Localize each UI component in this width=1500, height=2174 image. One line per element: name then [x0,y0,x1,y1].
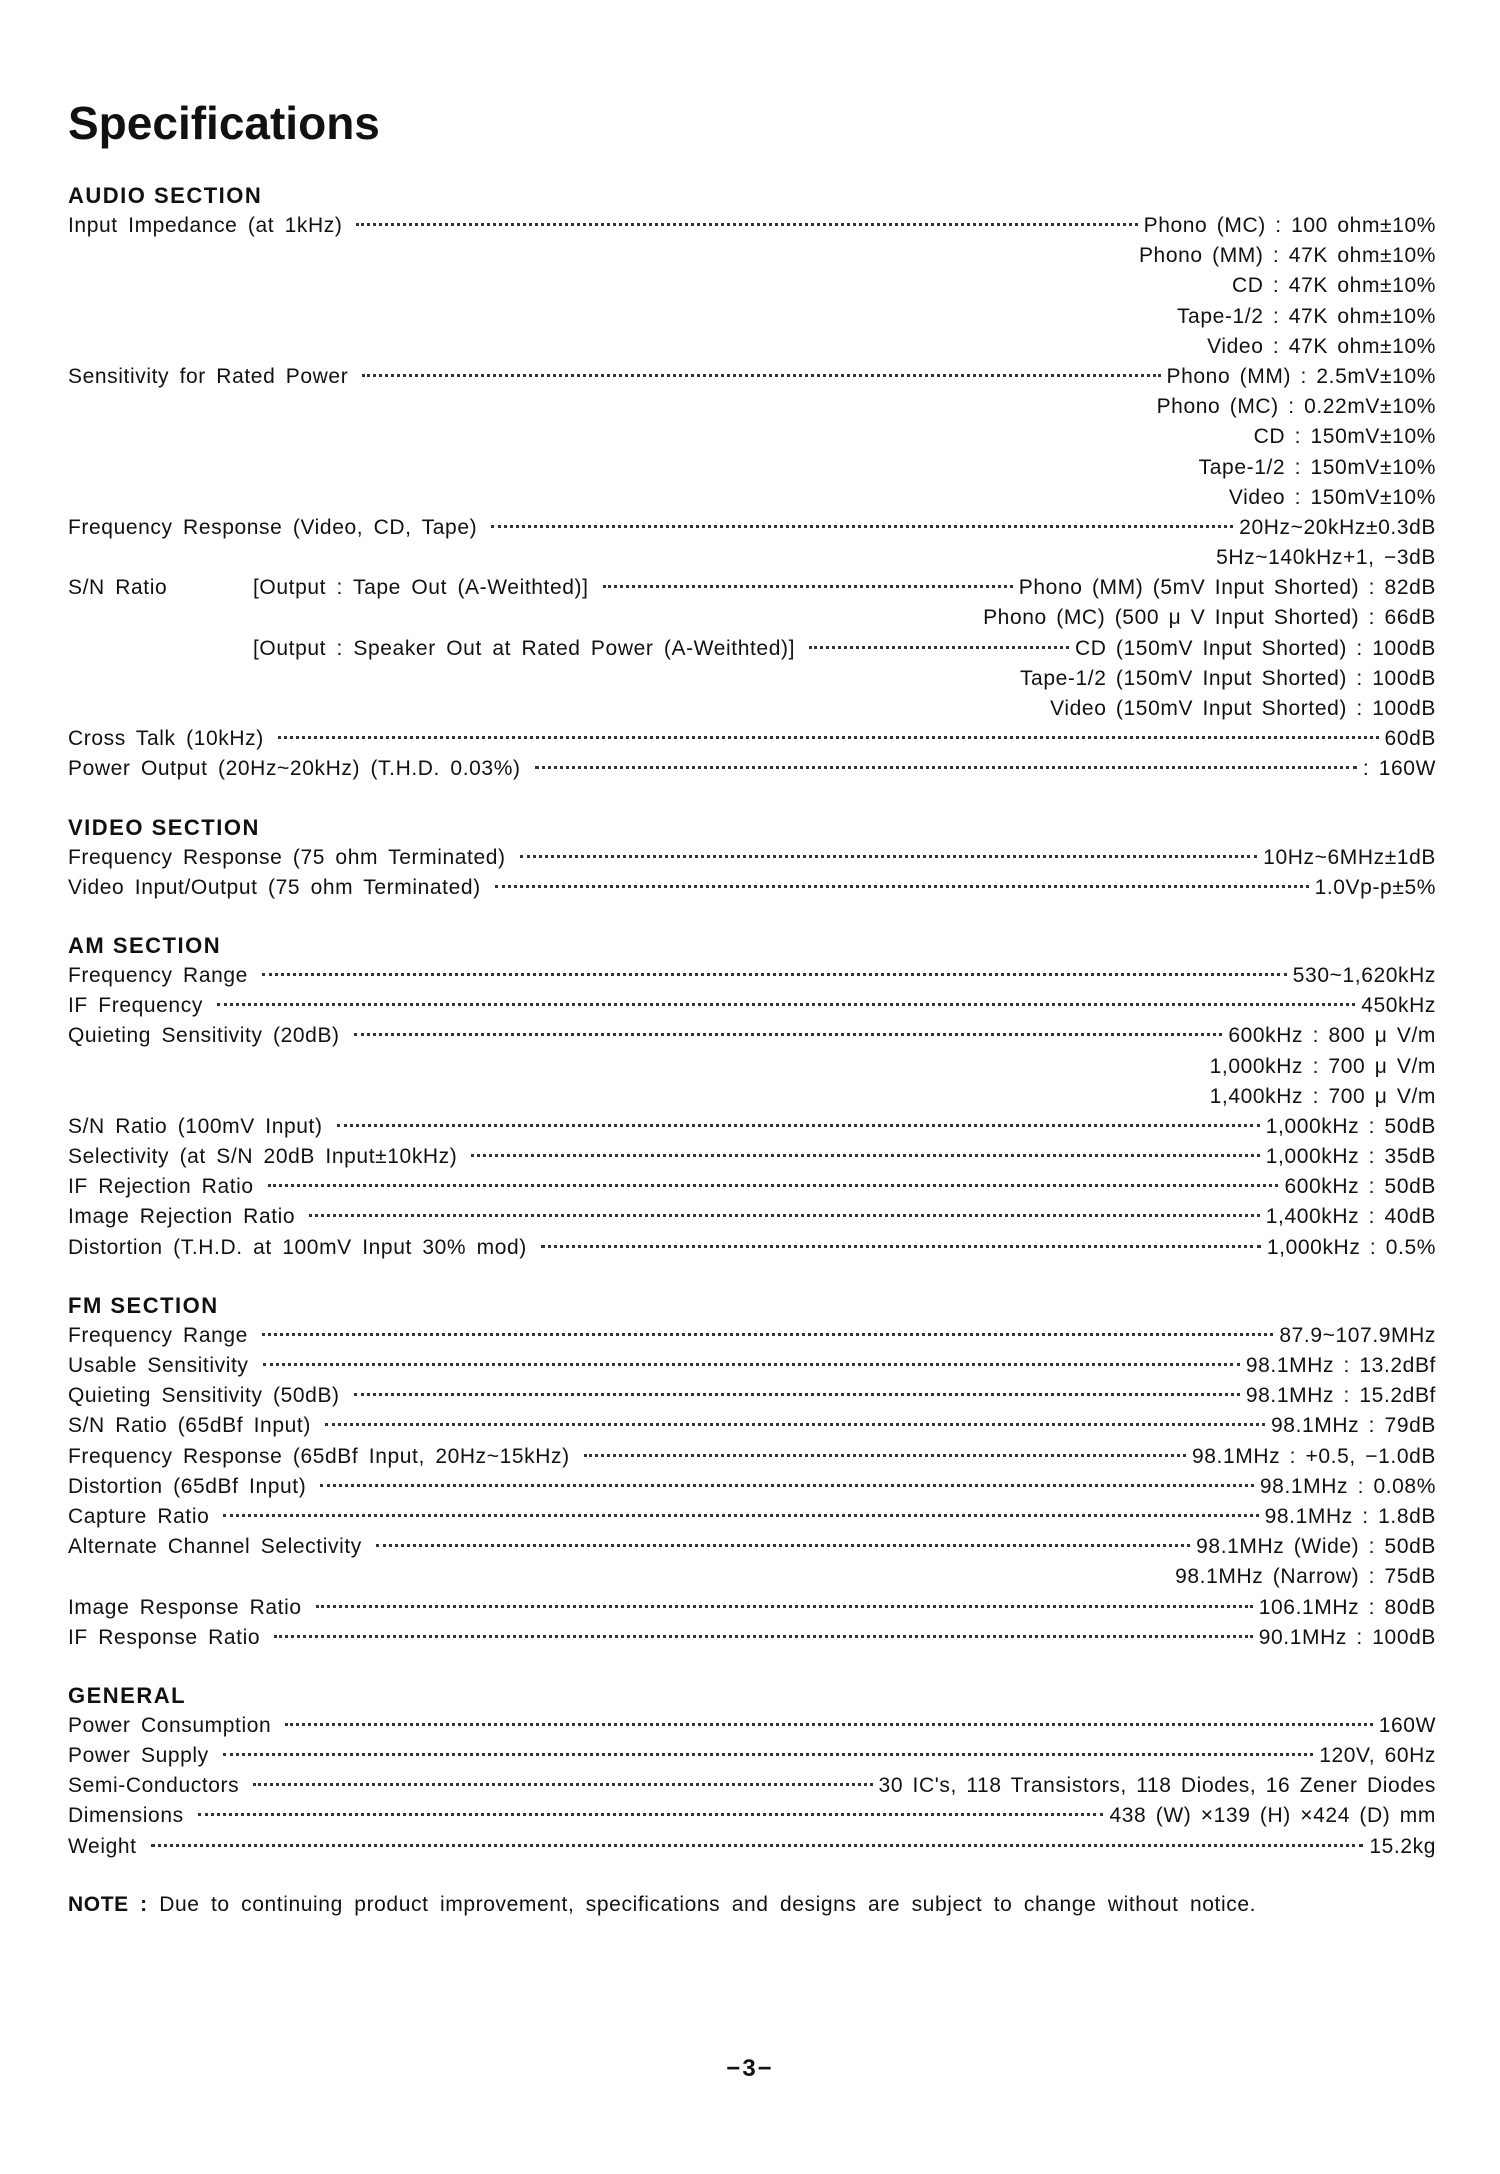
spec-row [68,873,1436,903]
spec-row [68,1021,1436,1051]
spec-value: 160W [1378,1713,1436,1737]
spec-row [68,1832,1436,1862]
spec-row [68,1321,1436,1351]
spec-label: Quieting Sensitivity (20dB) [68,1024,340,1048]
dot-leader [316,1605,1253,1608]
dot-leader [809,646,1069,649]
fm-section [68,1291,1436,1653]
page-number: −3− [726,2055,774,2082]
note-text: Due to continuing product improvement, specifications and designs are subject to change without notice. [159,1892,1257,1916]
dot-leader [263,1363,1240,1366]
dot-leader [356,223,1137,226]
spec-value-continued: 98.1MHz (Narrow) : 75dB [1175,1565,1436,1589]
spec-row [68,961,1436,991]
spec-value-continued: Video : 150mV±10% [1228,485,1436,509]
spec-label: Sensitivity for Rated Power [68,364,349,388]
spec-row [68,1532,1436,1562]
dot-leader [325,1423,1265,1426]
audio-section [68,181,1436,785]
spec-value-continued: Phono (MC) : 0.22mV±10% [1156,395,1436,419]
section-heading-am: AM SECTION [68,932,222,958]
spec-value-continued: CD : 150mV±10% [1253,425,1436,449]
spec-row-input-impedance [68,211,1436,241]
note-label: NOTE : [68,1892,148,1916]
spec-value: 1,400kHz : 40dB [1265,1205,1436,1229]
spec-label: Power Output (20Hz~20kHz) (T.H.D. 0.03%) [68,757,521,781]
spec-value: 600kHz : 800 μ V/m [1228,1024,1436,1048]
spec-value: 98.1MHz (Wide) : 50dB [1196,1535,1436,1559]
spec-label: Distortion (T.H.D. at 100mV Input 30% mod) [68,1235,527,1259]
spec-value: 106.1MHz : 80dB [1258,1595,1436,1619]
spec-label: Frequency Response (75 ohm Terminated) [68,845,506,869]
dot-leader [262,1333,1273,1336]
spec-label: Cross Talk (10kHz) [68,727,264,751]
spec-sublabel: [Output : Speaker Out at Rated Power (A-Weithted)] [253,636,796,660]
spec-value: 98.1MHz : +0.5, −1.0dB [1191,1444,1436,1468]
spec-label: Distortion (65dBf Input) [68,1474,307,1498]
spec-label: Image Response Ratio [68,1595,302,1619]
spec-value: 60dB [1384,727,1436,751]
spec-row-sn-ratio-speaker [68,634,1436,664]
spec-row [68,1771,1436,1801]
spec-row [68,1801,1436,1831]
dot-leader [362,374,1160,377]
spec-row [68,1112,1436,1142]
spec-label: Power Consumption [68,1713,272,1737]
dot-leader [376,1544,1190,1547]
section-heading-general: GENERAL [68,1682,187,1708]
dot-leader [520,855,1258,858]
spec-value-continued: 5Hz~140kHz+1, −3dB [1216,546,1436,570]
spec-value: 98.1MHz : 15.2dBf [1245,1384,1436,1408]
spec-value-continued: 1,000kHz : 700 μ V/m [1209,1054,1436,1078]
spec-row [68,1351,1436,1381]
spec-value: 600kHz : 50dB [1284,1175,1436,1199]
spec-row [68,1202,1436,1232]
spec-value: 98.1MHz : 79dB [1271,1414,1436,1438]
spec-value: 98.1MHz : 1.8dB [1264,1504,1436,1528]
general-section [68,1681,1436,1862]
spec-label: Frequency Response (65dBf Input, 20Hz~15kHz) [68,1444,570,1468]
spec-value-continued: 1,400kHz : 700 μ V/m [1209,1084,1436,1108]
section-heading-fm: FM SECTION [68,1292,219,1318]
spec-value: 1,000kHz : 50dB [1265,1114,1436,1138]
spec-value: Phono (MC) : 100 ohm±10% [1143,214,1436,237]
spec-value: 15.2kg [1369,1834,1436,1858]
spec-label: IF Rejection Ratio [68,1175,254,1199]
spec-value: 98.1MHz : 13.2dBf [1245,1354,1436,1377]
spec-row [68,1411,1436,1441]
spec-row [68,1711,1436,1741]
spec-value: Phono (MM) : 2.5mV±10% [1166,364,1436,388]
spec-label: Capture Ratio [68,1504,210,1528]
am-section [68,931,1436,1263]
spec-label: Usable Sensitivity [68,1354,249,1377]
spec-label: Weight [68,1834,137,1858]
dot-leader [584,1454,1186,1457]
spec-value-continued: Tape-1/2 (150mV Input Shorted) : 100dB [1019,666,1436,690]
spec-value: Phono (MM) (5mV Input Shorted) : 82dB [1018,576,1436,600]
dot-leader [337,1124,1260,1127]
spec-row [68,991,1436,1021]
dot-leader [278,736,1379,739]
spec-row [68,1502,1436,1532]
spec-value: : 160W [1362,757,1436,781]
spec-value: 1,000kHz : 35dB [1265,1145,1436,1169]
spec-row-sn-ratio-tape [68,573,1436,603]
spec-value-continued: CD : 47K ohm±10% [1231,274,1436,298]
spec-value: 87.9~107.9MHz [1279,1323,1436,1347]
spec-label: IF Response Ratio [68,1625,261,1649]
spec-value: 530~1,620kHz [1292,963,1436,987]
spec-label: Image Rejection Ratio [68,1205,296,1229]
dot-leader [309,1214,1260,1217]
dot-leader [495,885,1309,888]
spec-label: IF Frequency [68,994,203,1018]
spec-value: 1,000kHz : 0.5% [1266,1235,1436,1259]
spec-value: CD (150mV Input Shorted) : 100dB [1074,636,1436,660]
spec-row [68,1593,1436,1623]
spec-value: 438 (W) ×139 (H) ×424 (D) mm [1109,1804,1436,1828]
spec-label: Frequency Range [68,963,248,987]
spec-value: 20Hz~20kHz±0.3dB [1239,515,1436,539]
spec-sublabel: [Output : Tape Out (A-Weithted)] [253,576,589,600]
spec-value: 10Hz~6MHz±1dB [1263,845,1436,869]
spec-label: Dimensions [68,1804,184,1828]
spec-row-sensitivity [68,362,1436,392]
video-section [68,813,1436,903]
spec-label: Input Impedance (at 1kHz) [68,214,343,237]
dot-leader [253,1783,872,1786]
spec-label: S/N Ratio (65dBf Input) [68,1414,311,1438]
spec-value: 30 IC's, 118 Transistors, 118 Diodes, 16 Zener Diodes [878,1774,1436,1798]
dot-leader [268,1184,1279,1187]
dot-leader [223,1514,1258,1517]
dot-leader [354,1393,1240,1396]
spec-value: 90.1MHz : 100dB [1258,1625,1436,1649]
spec-row [68,1472,1436,1502]
spec-label: Semi-Conductors [68,1774,240,1798]
dot-leader [285,1723,1372,1726]
spec-row [68,843,1436,873]
spec-value: 1.0Vp-p±5% [1314,875,1436,899]
spec-value: 120V, 60Hz [1319,1744,1436,1768]
spec-label: S/N Ratio (100mV Input) [68,1114,323,1138]
spec-row [68,1172,1436,1202]
spec-row [68,1623,1436,1653]
spec-label: S/N Ratio [68,576,168,600]
dot-leader [217,1003,1355,1006]
spec-row-frequency-response [68,513,1436,543]
dot-leader [354,1033,1223,1036]
page-title: Specifications [68,97,380,149]
dot-leader [541,1245,1261,1248]
note [68,1890,1436,1920]
dot-leader [198,1813,1104,1816]
spec-row [68,1142,1436,1172]
spec-row [68,1442,1436,1472]
spec-label: Frequency Range [68,1323,248,1347]
dot-leader [320,1484,1254,1487]
spec-row-cross-talk [68,724,1436,754]
spec-value-continued: Phono (MC) (500 μ V Input Shorted) : 66dB [983,606,1436,630]
spec-page [68,95,1436,1920]
dot-leader [274,1635,1253,1638]
dot-leader [262,973,1287,976]
dot-leader [471,1154,1259,1157]
spec-label: Video Input/Output (75 ohm Terminated) [68,875,481,899]
spec-value: 450kHz [1361,994,1436,1018]
spec-value-continued: Video (150mV Input Shorted) : 100dB [1050,697,1436,720]
dot-leader [491,525,1233,528]
dot-leader [151,1844,1364,1847]
dot-leader [603,585,1013,588]
spec-value-continued: Tape-1/2 : 150mV±10% [1198,455,1436,479]
spec-label: Alternate Channel Selectivity [68,1535,362,1559]
spec-row [68,1741,1436,1771]
spec-value-continued: Tape-1/2 : 47K ohm±10% [1176,304,1436,328]
spec-label: Power Supply [68,1744,209,1768]
dot-leader [223,1753,1313,1756]
section-heading-audio: AUDIO SECTION [68,183,263,208]
section-heading-video: VIDEO SECTION [68,814,260,840]
spec-row [68,1381,1436,1411]
spec-value-continued: Video : 47K ohm±10% [1207,334,1436,358]
spec-value: 98.1MHz : 0.08% [1259,1474,1436,1498]
spec-row-power-output [68,754,1436,784]
spec-label: Frequency Response (Video, CD, Tape) [68,515,478,539]
spec-value-continued: Phono (MM) : 47K ohm±10% [1138,244,1436,268]
spec-label: Selectivity (at S/N 20dB Input±10kHz) [68,1145,458,1169]
spec-row [68,1233,1436,1263]
dot-leader [535,766,1357,769]
spec-label: Quieting Sensitivity (50dB) [68,1384,340,1408]
